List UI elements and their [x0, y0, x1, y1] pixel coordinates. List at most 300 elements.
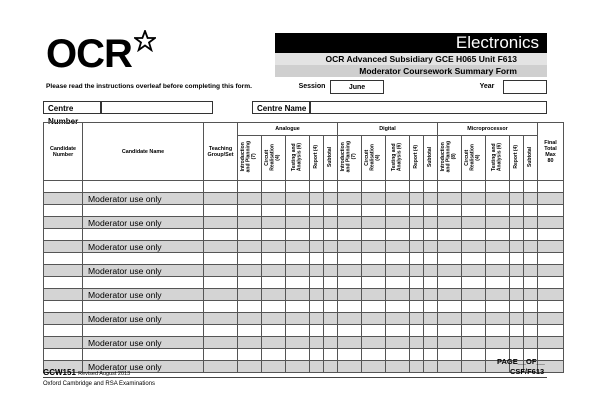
table-cell[interactable] [324, 241, 338, 253]
table-cell[interactable] [362, 313, 386, 325]
table-cell[interactable] [438, 205, 462, 217]
table-cell[interactable] [524, 301, 538, 313]
table-cell[interactable] [462, 205, 486, 217]
table-cell[interactable] [410, 313, 424, 325]
table-cell[interactable] [44, 289, 83, 301]
table-cell[interactable] [204, 205, 238, 217]
table-cell[interactable] [310, 193, 324, 205]
table-cell[interactable] [338, 337, 362, 349]
centre-number-field[interactable] [101, 101, 213, 114]
table-cell[interactable] [410, 193, 424, 205]
table-cell[interactable] [310, 241, 324, 253]
table-cell[interactable] [310, 301, 324, 313]
table-cell[interactable] [204, 265, 238, 277]
table-cell[interactable] [438, 313, 462, 325]
table-cell[interactable] [286, 337, 310, 349]
table-cell[interactable] [410, 205, 424, 217]
table-cell[interactable] [510, 205, 524, 217]
table-cell[interactable] [338, 277, 362, 289]
table-cell[interactable] [83, 181, 204, 193]
table-cell[interactable] [262, 361, 286, 373]
table-cell[interactable] [238, 289, 262, 301]
table-cell[interactable] [362, 229, 386, 241]
table-cell[interactable] [324, 181, 338, 193]
table-cell[interactable] [338, 361, 362, 373]
table-cell[interactable] [424, 325, 438, 337]
table-cell[interactable] [44, 265, 83, 277]
table-cell[interactable] [238, 361, 262, 373]
table-cell[interactable] [44, 205, 83, 217]
moderator-row [44, 337, 564, 349]
table-cell[interactable] [510, 289, 524, 301]
table-cell[interactable] [386, 301, 410, 313]
table-cell[interactable] [524, 205, 538, 217]
table-cell[interactable] [362, 361, 386, 373]
table-cell[interactable] [310, 325, 324, 337]
table-cell[interactable] [462, 193, 486, 205]
table-cell[interactable] [538, 193, 564, 205]
table-cell[interactable] [362, 193, 386, 205]
table-cell[interactable] [362, 181, 386, 193]
table-cell[interactable] [424, 349, 438, 361]
table-cell[interactable] [510, 337, 524, 349]
table-cell[interactable] [262, 205, 286, 217]
table-cell[interactable] [204, 337, 238, 349]
moderator-use-label: Moderator use only [83, 361, 204, 373]
table-cell[interactable] [462, 277, 486, 289]
table-cell[interactable] [424, 265, 438, 277]
table-cell[interactable] [83, 253, 204, 265]
table-cell[interactable] [386, 361, 410, 373]
table-cell[interactable] [524, 277, 538, 289]
table-cell[interactable] [204, 361, 238, 373]
table-cell[interactable] [310, 337, 324, 349]
table-cell[interactable] [510, 241, 524, 253]
table-cell[interactable] [486, 313, 510, 325]
table-cell[interactable] [44, 253, 83, 265]
table-cell[interactable] [424, 205, 438, 217]
table-cell[interactable] [286, 229, 310, 241]
table-cell[interactable] [44, 241, 83, 253]
table-cell[interactable] [424, 289, 438, 301]
table-cell[interactable] [438, 289, 462, 301]
table-cell[interactable] [538, 337, 564, 349]
table-cell[interactable] [362, 241, 386, 253]
table-cell[interactable] [262, 265, 286, 277]
table-cell[interactable] [462, 361, 486, 373]
table-cell[interactable] [524, 337, 538, 349]
table-cell[interactable] [238, 205, 262, 217]
table-cell[interactable] [410, 289, 424, 301]
table-cell[interactable] [424, 337, 438, 349]
table-cell[interactable] [286, 313, 310, 325]
table-cell[interactable] [83, 229, 204, 241]
table-cell[interactable] [324, 313, 338, 325]
table-cell[interactable] [238, 217, 262, 229]
table-cell[interactable] [238, 193, 262, 205]
table-cell[interactable] [286, 217, 310, 229]
table-cell[interactable] [410, 217, 424, 229]
table-cell[interactable] [262, 241, 286, 253]
table-cell[interactable] [510, 253, 524, 265]
table-cell[interactable] [286, 277, 310, 289]
table-cell[interactable] [286, 361, 310, 373]
table-cell[interactable] [424, 229, 438, 241]
table-cell[interactable] [538, 325, 564, 337]
table-cell[interactable] [362, 253, 386, 265]
table-cell[interactable] [310, 349, 324, 361]
table-cell[interactable] [338, 253, 362, 265]
table-cell[interactable] [262, 337, 286, 349]
table-cell[interactable] [386, 349, 410, 361]
table-cell[interactable] [362, 325, 386, 337]
table-cell[interactable] [424, 277, 438, 289]
table-cell[interactable] [386, 253, 410, 265]
table-cell[interactable] [438, 253, 462, 265]
table-cell[interactable] [410, 277, 424, 289]
table-cell[interactable] [204, 349, 238, 361]
table-cell[interactable] [486, 217, 510, 229]
table-cell[interactable] [362, 265, 386, 277]
table-cell[interactable] [510, 265, 524, 277]
table-cell[interactable] [44, 349, 83, 361]
table-cell[interactable] [44, 325, 83, 337]
table-cell[interactable] [83, 205, 204, 217]
table-cell[interactable] [410, 349, 424, 361]
table-cell[interactable] [486, 229, 510, 241]
table-cell[interactable] [238, 265, 262, 277]
table-cell[interactable] [462, 217, 486, 229]
table-cell[interactable] [310, 289, 324, 301]
table-cell[interactable] [286, 265, 310, 277]
table-cell[interactable] [238, 253, 262, 265]
table-cell[interactable] [338, 229, 362, 241]
table-cell[interactable] [462, 229, 486, 241]
table-cell[interactable] [410, 241, 424, 253]
table-cell[interactable] [204, 325, 238, 337]
table-cell[interactable] [262, 217, 286, 229]
table-cell[interactable] [462, 325, 486, 337]
table-cell[interactable] [386, 229, 410, 241]
table-cell[interactable] [310, 313, 324, 325]
table-cell[interactable] [538, 277, 564, 289]
table-cell[interactable] [324, 289, 338, 301]
table-cell[interactable] [462, 241, 486, 253]
table-cell[interactable] [204, 253, 238, 265]
table-cell[interactable] [324, 349, 338, 361]
table-cell[interactable] [310, 361, 324, 373]
table-cell[interactable] [438, 217, 462, 229]
table-cell[interactable] [204, 193, 238, 205]
table-cell[interactable] [386, 205, 410, 217]
table-cell[interactable] [286, 349, 310, 361]
table-cell[interactable] [262, 313, 286, 325]
table-cell[interactable] [510, 325, 524, 337]
table-cell[interactable] [386, 313, 410, 325]
table-cell[interactable] [44, 337, 83, 349]
table-cell[interactable] [44, 301, 83, 313]
table-cell[interactable] [486, 301, 510, 313]
table-cell[interactable] [524, 241, 538, 253]
table-cell[interactable] [44, 181, 83, 193]
table-cell[interactable] [204, 289, 238, 301]
table-cell[interactable] [486, 325, 510, 337]
table-cell[interactable] [538, 205, 564, 217]
centre-name-field[interactable] [310, 101, 547, 114]
table-cell[interactable] [538, 241, 564, 253]
table-cell[interactable] [324, 277, 338, 289]
table-cell[interactable] [362, 217, 386, 229]
table-cell[interactable] [262, 181, 286, 193]
candidate-row [44, 205, 564, 217]
table-cell[interactable] [486, 253, 510, 265]
table-cell[interactable] [538, 217, 564, 229]
candidate-row [44, 349, 564, 361]
table-cell[interactable] [524, 313, 538, 325]
table-cell[interactable] [524, 217, 538, 229]
table-cell[interactable] [438, 181, 462, 193]
table-cell[interactable] [338, 193, 362, 205]
table-cell[interactable] [324, 337, 338, 349]
table-cell[interactable] [510, 217, 524, 229]
table-cell[interactable] [486, 241, 510, 253]
revised-date: Revised August 2013 [78, 371, 131, 377]
table-cell[interactable] [338, 289, 362, 301]
table-cell[interactable] [424, 217, 438, 229]
table-cell[interactable] [238, 301, 262, 313]
table-cell[interactable] [204, 241, 238, 253]
table-cell[interactable] [424, 361, 438, 373]
table-cell[interactable] [438, 361, 462, 373]
table-cell[interactable] [262, 289, 286, 301]
table-cell[interactable] [262, 253, 286, 265]
table-cell[interactable] [44, 277, 83, 289]
table-cell[interactable] [204, 313, 238, 325]
table-cell[interactable] [310, 265, 324, 277]
table-cell[interactable] [362, 205, 386, 217]
table-cell[interactable] [204, 277, 238, 289]
table-cell[interactable] [486, 289, 510, 301]
table-cell[interactable] [324, 229, 338, 241]
table-cell[interactable] [286, 325, 310, 337]
table-cell[interactable] [262, 277, 286, 289]
table-cell[interactable] [338, 217, 362, 229]
table-cell[interactable] [238, 313, 262, 325]
table-cell[interactable] [410, 337, 424, 349]
table-cell[interactable] [44, 229, 83, 241]
table-cell[interactable] [510, 193, 524, 205]
table-cell[interactable] [262, 325, 286, 337]
table-cell[interactable] [238, 349, 262, 361]
table-cell[interactable] [510, 229, 524, 241]
table-cell[interactable] [410, 325, 424, 337]
table-cell[interactable] [462, 349, 486, 361]
table-cell[interactable] [310, 181, 324, 193]
table-cell[interactable] [324, 205, 338, 217]
table-cell[interactable] [486, 205, 510, 217]
table-cell[interactable] [538, 253, 564, 265]
table-cell[interactable] [438, 241, 462, 253]
table-cell[interactable] [424, 193, 438, 205]
table-cell[interactable] [286, 301, 310, 313]
table-cell[interactable] [338, 205, 362, 217]
table-cell[interactable] [524, 289, 538, 301]
table-cell[interactable] [386, 181, 410, 193]
table-cell[interactable] [310, 205, 324, 217]
table-cell[interactable] [286, 205, 310, 217]
table-cell[interactable] [410, 181, 424, 193]
table-cell[interactable] [538, 181, 564, 193]
table-cell[interactable] [462, 337, 486, 349]
table-cell[interactable] [486, 181, 510, 193]
table-cell[interactable] [486, 337, 510, 349]
table-cell[interactable] [338, 313, 362, 325]
table-cell[interactable] [324, 193, 338, 205]
table-cell[interactable] [538, 229, 564, 241]
table-cell[interactable] [438, 193, 462, 205]
table-cell[interactable] [310, 229, 324, 241]
table-cell[interactable] [462, 265, 486, 277]
table-cell[interactable] [438, 265, 462, 277]
table-cell[interactable] [462, 181, 486, 193]
table-cell[interactable] [410, 265, 424, 277]
table-cell[interactable] [424, 253, 438, 265]
table-cell[interactable] [83, 325, 204, 337]
table-cell[interactable] [238, 241, 262, 253]
table-cell[interactable] [262, 193, 286, 205]
table-cell[interactable] [324, 325, 338, 337]
table-cell[interactable] [438, 325, 462, 337]
table-cell[interactable] [524, 265, 538, 277]
table-cell[interactable] [538, 289, 564, 301]
table-cell[interactable] [486, 265, 510, 277]
table-cell[interactable] [44, 217, 83, 229]
table-cell[interactable] [238, 277, 262, 289]
table-cell[interactable] [204, 301, 238, 313]
table-cell[interactable] [338, 181, 362, 193]
col-digital-0: Introduction and Planning (7) [338, 136, 362, 181]
table-cell[interactable] [238, 325, 262, 337]
table-cell[interactable] [83, 277, 204, 289]
table-cell[interactable] [538, 313, 564, 325]
table-cell[interactable] [386, 265, 410, 277]
table-cell[interactable] [338, 325, 362, 337]
table-cell[interactable] [324, 265, 338, 277]
table-cell[interactable] [338, 241, 362, 253]
table-cell[interactable] [362, 337, 386, 349]
table-cell[interactable] [204, 181, 238, 193]
table-cell[interactable] [510, 301, 524, 313]
table-cell[interactable] [424, 313, 438, 325]
table-cell[interactable] [524, 193, 538, 205]
table-cell[interactable] [524, 325, 538, 337]
table-cell[interactable] [386, 289, 410, 301]
table-cell[interactable] [262, 301, 286, 313]
table-cell[interactable] [238, 229, 262, 241]
table-cell[interactable] [462, 289, 486, 301]
table-cell[interactable] [204, 217, 238, 229]
table-cell[interactable] [438, 301, 462, 313]
table-cell[interactable] [524, 253, 538, 265]
year-field[interactable] [503, 80, 547, 94]
table-cell[interactable] [462, 301, 486, 313]
table-cell[interactable] [410, 301, 424, 313]
table-cell[interactable] [83, 301, 204, 313]
table-cell[interactable] [424, 301, 438, 313]
table-cell[interactable] [286, 289, 310, 301]
table-cell[interactable] [510, 313, 524, 325]
table-cell[interactable] [486, 193, 510, 205]
session-field[interactable]: June [330, 80, 384, 94]
table-cell[interactable] [386, 337, 410, 349]
table-cell[interactable] [286, 253, 310, 265]
table-cell[interactable] [386, 325, 410, 337]
table-cell[interactable] [362, 349, 386, 361]
table-cell[interactable] [386, 277, 410, 289]
table-cell[interactable] [462, 313, 486, 325]
moderator-row [44, 265, 564, 277]
table-cell[interactable] [286, 193, 310, 205]
table-cell[interactable] [386, 217, 410, 229]
table-cell[interactable] [438, 349, 462, 361]
table-cell[interactable] [510, 277, 524, 289]
table-cell[interactable] [510, 181, 524, 193]
table-cell[interactable] [310, 253, 324, 265]
table-cell[interactable] [310, 277, 324, 289]
table-cell[interactable] [486, 277, 510, 289]
table-cell[interactable] [286, 241, 310, 253]
table-cell[interactable] [338, 265, 362, 277]
table-cell[interactable] [362, 277, 386, 289]
group-microprocessor: Microprocessor [438, 123, 538, 136]
table-cell[interactable] [386, 193, 410, 205]
table-cell[interactable] [262, 349, 286, 361]
table-cell[interactable] [424, 181, 438, 193]
table-cell[interactable] [204, 229, 238, 241]
table-cell[interactable] [362, 289, 386, 301]
table-cell[interactable] [524, 229, 538, 241]
table-cell[interactable] [410, 253, 424, 265]
table-cell[interactable] [44, 313, 83, 325]
table-cell[interactable] [524, 181, 538, 193]
table-cell[interactable] [324, 253, 338, 265]
table-cell[interactable] [362, 301, 386, 313]
table-cell[interactable] [438, 337, 462, 349]
table-cell[interactable] [262, 229, 286, 241]
table-cell[interactable] [286, 181, 310, 193]
table-cell[interactable] [386, 241, 410, 253]
table-cell[interactable] [238, 181, 262, 193]
table-cell[interactable] [538, 301, 564, 313]
table-cell[interactable] [324, 217, 338, 229]
table-cell[interactable] [438, 277, 462, 289]
table-cell[interactable] [410, 229, 424, 241]
table-cell[interactable] [338, 349, 362, 361]
table-cell[interactable] [338, 301, 362, 313]
table-cell[interactable] [424, 241, 438, 253]
table-cell[interactable] [324, 301, 338, 313]
table-cell[interactable] [462, 253, 486, 265]
table-cell[interactable] [238, 337, 262, 349]
table-cell[interactable] [438, 229, 462, 241]
table-cell[interactable] [538, 265, 564, 277]
table-cell[interactable] [83, 349, 204, 361]
table-cell[interactable] [410, 361, 424, 373]
col-teaching-group: Teaching Group/Set [204, 123, 238, 181]
table-cell[interactable] [44, 193, 83, 205]
table-cell[interactable] [310, 217, 324, 229]
table-cell[interactable] [324, 361, 338, 373]
